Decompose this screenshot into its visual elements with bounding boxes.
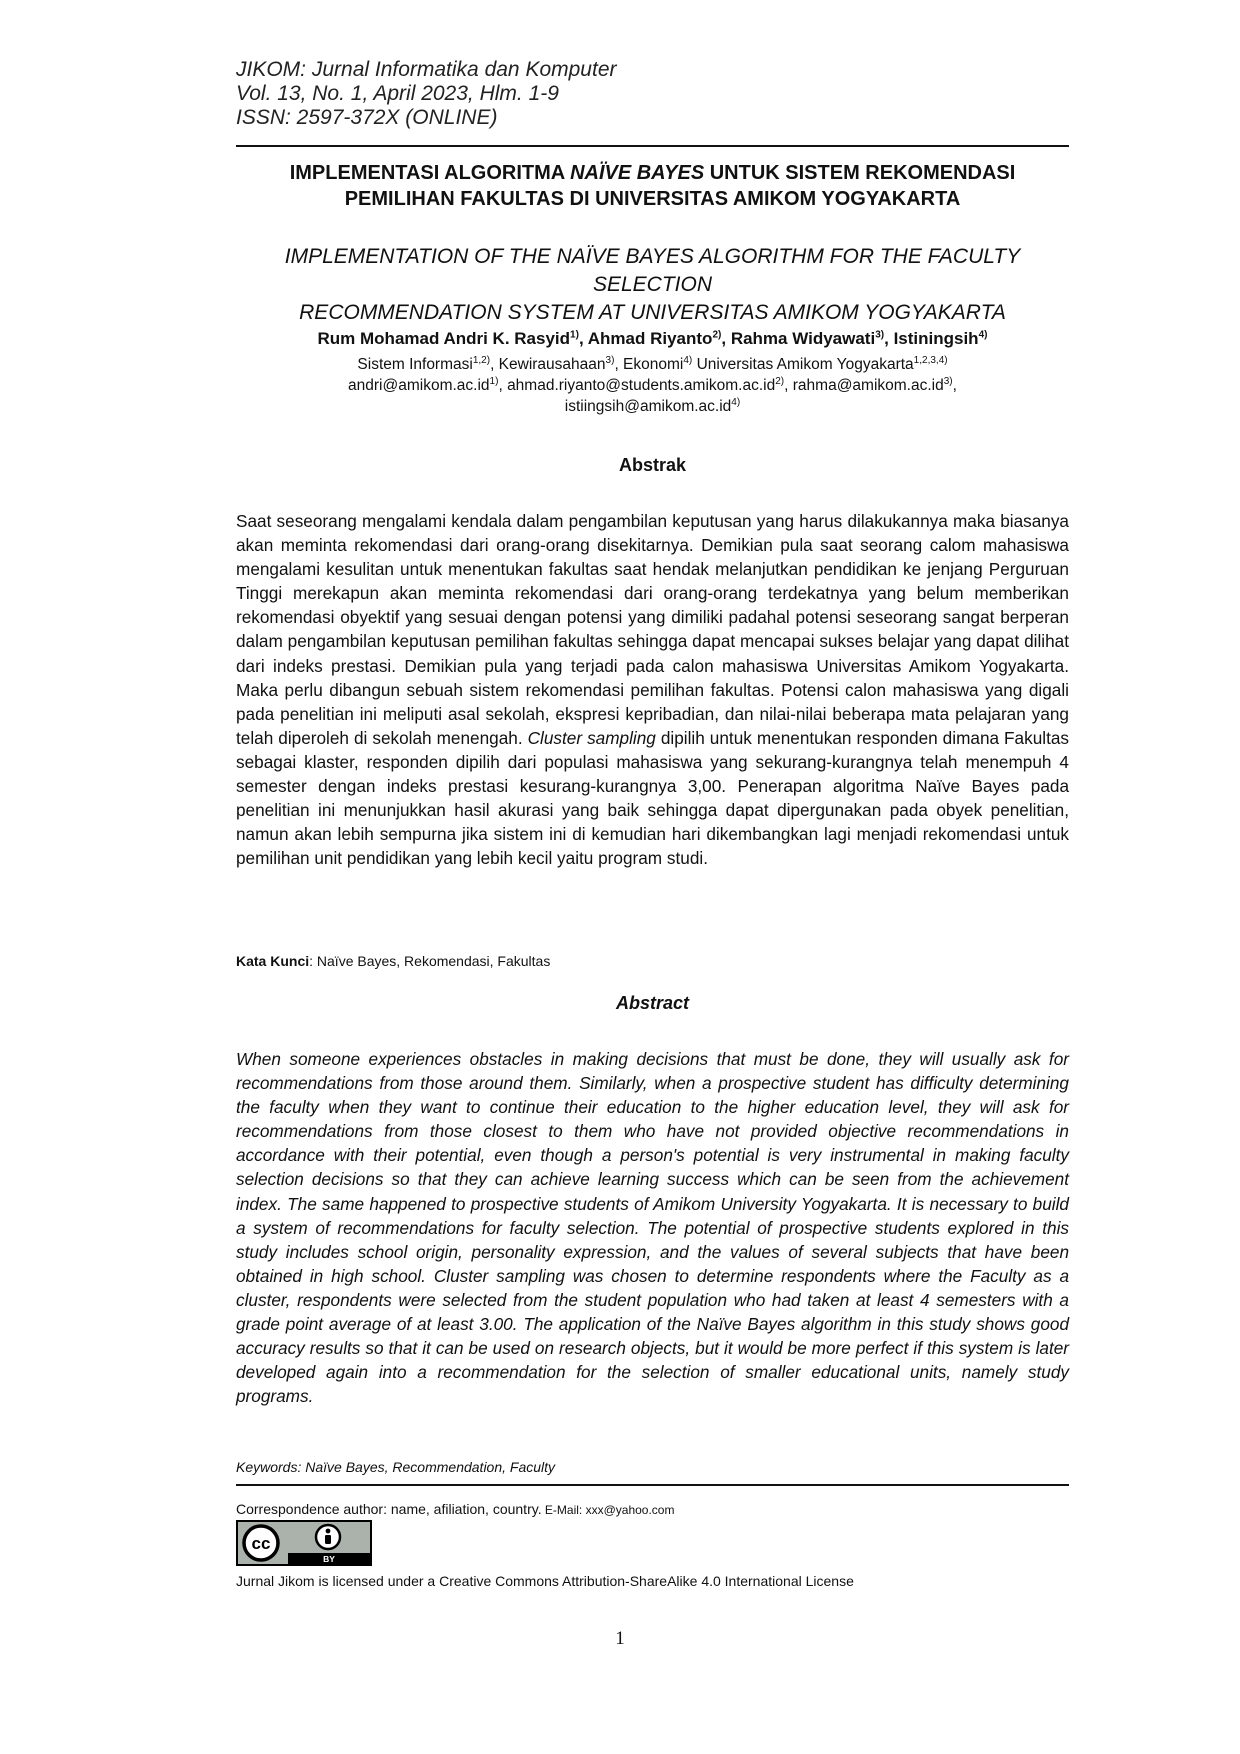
email-line: $andri@amikom.ac.id^{1)}$, $ahmad.riyanto@students.amikom.ac.id^{2)}$, $rahma@amikom.ac.id^{3)}$, bbox=[348, 375, 957, 394]
cc-text: cc bbox=[251, 1534, 271, 1553]
title-indonesian: IMPLEMENTASI ALGORITMA NAÏVE BAYES UNTUK SISTEM REKOMENDASI PEMILIHAN FAKULTAS DI UNIVERSITAS AMIKOM YOGYAKARTA bbox=[289, 162, 1016, 210]
license-text: Jurnal Jikom is licensed under a Creative Commons Attribution-ShareAlike 4.0 International License bbox=[236, 1573, 854, 1589]
author-name: Ahmad Riyanto bbox=[587, 329, 713, 348]
title-english: IMPLEMENTATION OF THE NAÏVE BAYES ALGORITHM FOR THE FACULTY SELECTION RECOMMENDATION SYSTEM AT UNIVERSITAS AMIKOM YOGYAKARTA bbox=[284, 245, 1021, 324]
email-line: $istiingsih@amikom.ac.id^{4)}$ bbox=[564, 396, 741, 415]
author-name: Istiningsih bbox=[893, 329, 979, 348]
affiliations bbox=[236, 354, 1069, 417]
header-rule bbox=[236, 145, 1069, 147]
abstract-body: When someone experiences obstacles in making decisions that must be done, they will usually ask for recommendations from those around them. Similarly, when a prospective student has difficulty determining the faculty when they want to continue their education to the higher education level, they will ask for recommendations from those closest to them who have not provided objective recommendations in accordance with their potential, even though a person's potential is very instrumental in making faculty selection decisions so that they can achieve learning success which can be seen from the achievement index. The same happened to prospective students of Amikom University Yogyakarta. It is necessary to build a system of recommendations for faculty selection. The potential of prospective students explored in this study includes school origin, personality expression, and the values of several subjects that have been obtained in high school. Cluster sampling was chosen to determine respondents where the Faculty as a cluster, respondents were selected from the student population who had taken at least 4 semesters with a grade point average of at least 3.00. The application of the Naïve Bayes algorithm in this study shows good accuracy results so that it can be used on research objects, but it would be more perfect if this system is later developed again into a recommendation for the selection of smaller educational units, namely study programs. bbox=[236, 1049, 1069, 1407]
cc-license-icon bbox=[238, 1522, 370, 1564]
author-name: Rahma Widyawati bbox=[730, 329, 876, 348]
journal-name: JIKOM: Jurnal Informatika dan Komputer bbox=[236, 58, 617, 81]
by-text: BY bbox=[323, 1554, 335, 1564]
kata-kunci: Kata Kunci: Naïve Bayes, Rekomendasi, Fakultas bbox=[236, 953, 551, 969]
journal-header bbox=[236, 58, 617, 130]
abstrak-body: Saat seseorang mengalami kendala dalam pengambilan keputusan yang harus dilakukannya maka biasanya akan meminta rekomendasi dari orang-orang disekitarnya. Demikian pula saat seorang calom mahasiswa mengalami kesulitan untuk menentukan fakultas saat hendak melanjutkan pendidikan ke jenjang Perguruan Tinggi merekapun akan meminta rekomendasi dari orang-orang terdekatnya yang belum memberikan rekomendasi obyektif yang sesuai dengan potensi yang dimiliki padahal potensi seseorang sangat berperan dalam pengambilan keputusan pemilihan fakultas sehingga dapat mencapai sukses belajar yang dapat dilihat dari indeks prestasi. Demikian pula yang terjadi pada calon mahasiswa Universitas Amikom Yogyakarta. Maka perlu dibangun sebuah sistem rekomendasi pemilihan fakultas. Potensi calon mahasiswa yang digali pada penelitian ini meliputi asal sekolah, ekspresi kepribadian, dan nilai-nilai beberapa mata pelajaran yang telah diperoleh di sekolah menengah. Cluster sampling dipilih untuk menentukan responden dimana Fakultas sebagai klaster, responden dipilih dari populasi mahasiswa yang sekurang-kurangnya telah menempuh 4 semester dengan indeks prestasi kesurang-kurangnya 3,00. Penerapan algoritma Naïve Bayes pada penelitian ini menunjukkan hasil akurasi yang baik sehingga dapat dipergunakan pada obyek penelitian, namun akan lebih sempurna jika sistem ini di kemudian hari dikembangkan lagi menjadi rekomendasi untuk pemilihan unit pendidikan yang lebih kecil yaitu program studi. bbox=[236, 511, 1070, 869]
author-list: Rum Mohamad Andri K. Rasyid$^{1)}$, Ahmad Riyanto$^{2)}$, Rahma Widyawati$^{3)}$, Istiningsih$^{4)}$ bbox=[317, 329, 988, 348]
correspondence: Correspondence author: name, afiliation, country. E-Mail: xxx@yahoo.com bbox=[236, 1501, 675, 1517]
footer-rule bbox=[236, 1484, 1069, 1486]
journal-issn: ISSN: 2597-372X (ONLINE) bbox=[236, 106, 498, 129]
abstract-heading: Abstract bbox=[615, 993, 690, 1013]
keywords: Keywords: Naïve Bayes, Recommendation, Faculty bbox=[236, 1459, 556, 1475]
cc-by-badge[interactable] bbox=[236, 1520, 372, 1566]
affiliation-line: Sistem Informasi$^{1,2)}$, Kewirausahaan$^{3)}$, Ekonomi$^{4)}$ Universitas Amikom Yogyakarta$^{1,2,3,4)}$ bbox=[357, 354, 948, 373]
author-name: Rum Mohamad Andri K. Rasyid bbox=[317, 329, 571, 348]
journal-volume: Vol. 13, No. 1, April 2023, Hlm. 1-9 bbox=[236, 82, 559, 105]
abstrak-heading: Abstrak bbox=[618, 455, 687, 475]
page-number: 1 bbox=[615, 1628, 625, 1649]
